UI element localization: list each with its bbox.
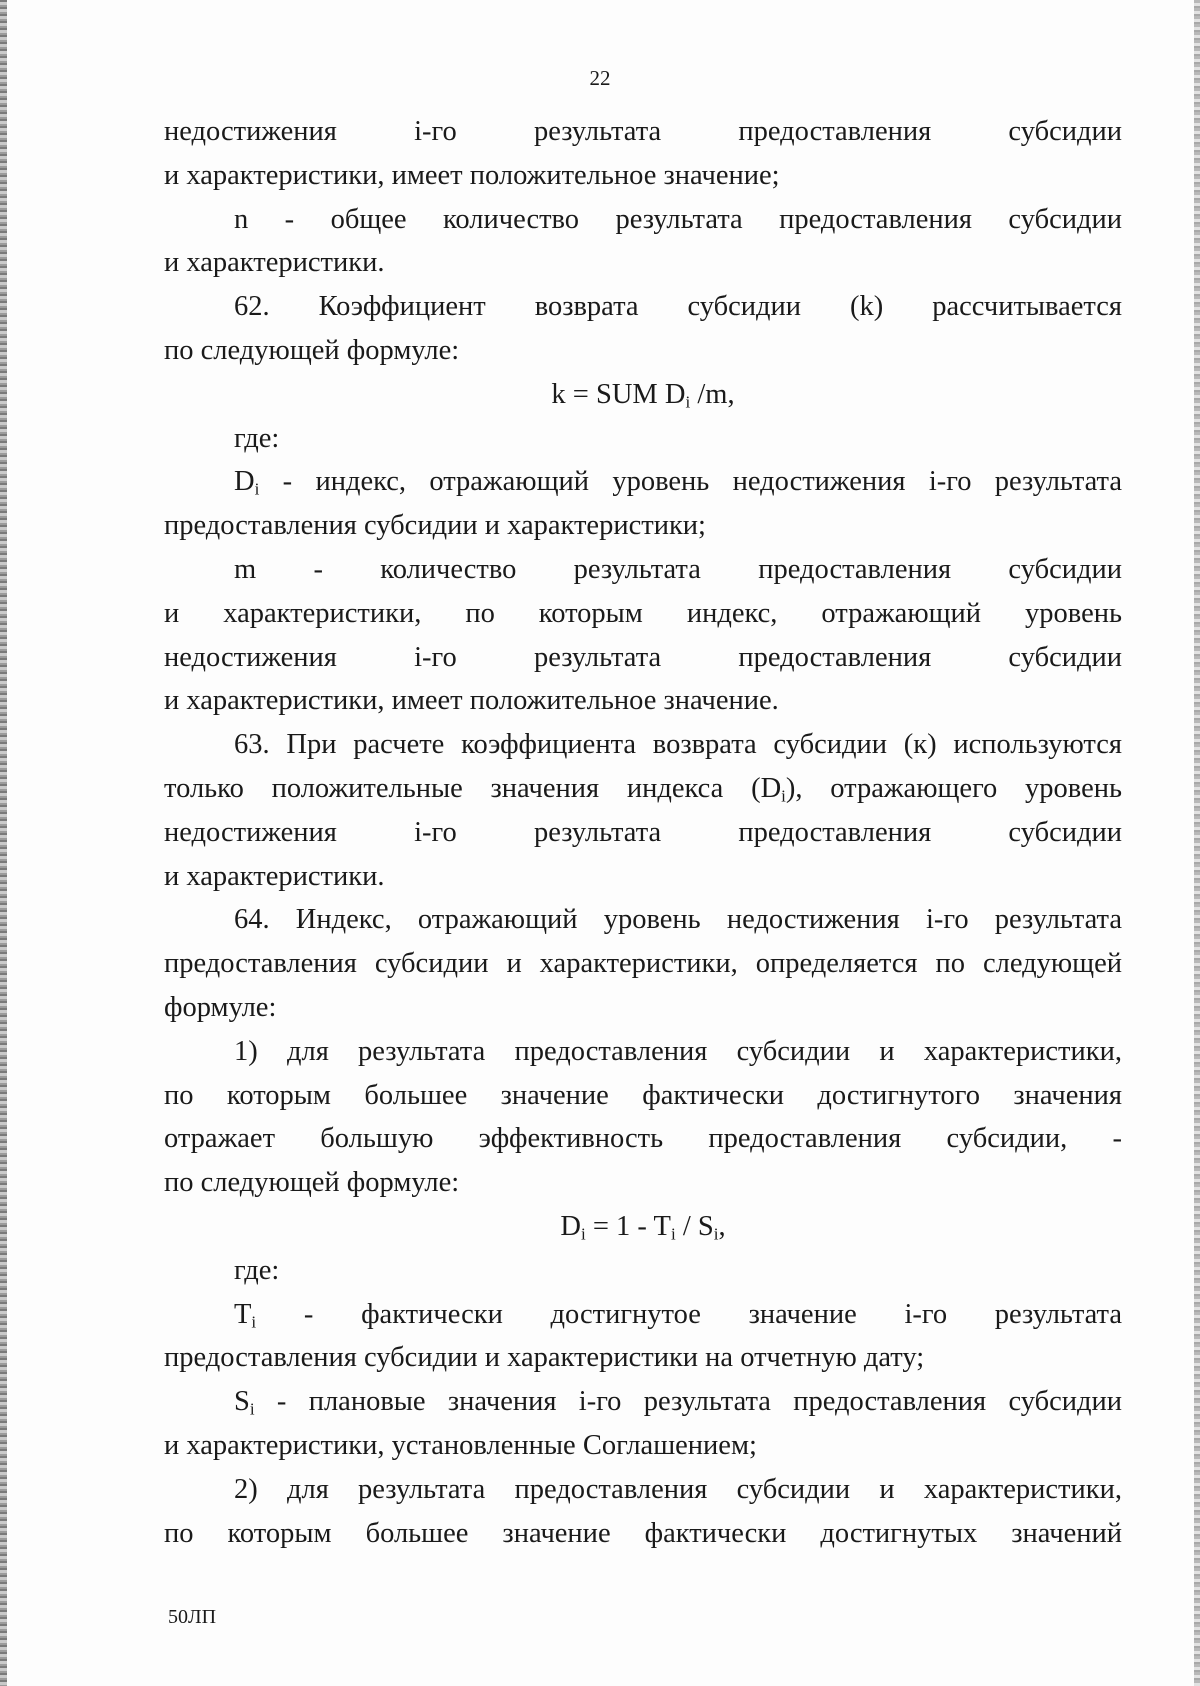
line-text: ), отражающего уровень bbox=[785, 772, 1122, 804]
text-line: и характеристики. bbox=[164, 860, 385, 892]
scan-edge-right bbox=[1194, 0, 1200, 1686]
text-line: 63. При расчете коэффициента возврата субсидии (к) используются bbox=[234, 729, 1122, 761]
text-line: предоставления субсидии и характеристики; bbox=[164, 510, 706, 542]
symbol-subscript: i bbox=[249, 1399, 255, 1419]
text-line bbox=[164, 460, 1122, 504]
formula-k bbox=[164, 373, 1122, 417]
text-line: и характеристики, установленные Соглашением; bbox=[164, 1429, 757, 1461]
formula-subscript: i bbox=[580, 1224, 586, 1244]
line-text: - плановые значения i-го результата предоставления субсидии bbox=[254, 1386, 1122, 1418]
text-line bbox=[164, 1293, 1122, 1337]
text-line: где: bbox=[234, 422, 280, 454]
text-line bbox=[164, 1380, 1122, 1424]
text-line: недостижения i-го результата предоставления субсидии bbox=[164, 116, 1122, 147]
scan-edge-left bbox=[0, 0, 7, 1686]
symbol: S bbox=[234, 1386, 250, 1418]
formula-subscript: i bbox=[670, 1224, 676, 1244]
text-line: и характеристики, по которым индекс, отражающий уровень bbox=[164, 597, 1122, 629]
symbol: D bbox=[234, 466, 255, 498]
line-text: - индекс, отражающий уровень недостижения i-го результата bbox=[259, 466, 1122, 498]
text-line bbox=[164, 767, 1122, 811]
text-line: по которым большее значение фактически достигнутых значений bbox=[164, 1517, 1122, 1549]
text-line: формуле: bbox=[164, 991, 277, 1023]
text-line: предоставления субсидии и характеристики на отчетную дату; bbox=[164, 1342, 925, 1374]
text-line: по следующей формуле: bbox=[164, 1167, 460, 1199]
formula-subscript: i bbox=[685, 392, 691, 412]
text-line: отражает большую эффективность предоставления субсидии, - bbox=[164, 1123, 1122, 1155]
text-line: и характеристики. bbox=[164, 247, 385, 279]
body-text bbox=[164, 110, 1122, 1555]
text-line: и характеристики, имеет положительное значение. bbox=[164, 685, 779, 717]
text-line: недостижения i-го результата предоставления субсидии bbox=[164, 641, 1122, 673]
text-line: где: bbox=[234, 1254, 280, 1286]
text-line: и характеристики, имеет положительное значение; bbox=[164, 159, 780, 191]
formula-d bbox=[164, 1205, 1122, 1249]
formula-part: /m, bbox=[690, 378, 735, 410]
text-line: предоставления субсидии и характеристики, определяется по следующей bbox=[164, 948, 1122, 980]
symbol-subscript: i bbox=[251, 1311, 257, 1331]
text-line: 1) для результата предоставления субсидии и характеристики, bbox=[234, 1035, 1122, 1067]
line-text: - фактически достигнутое значение i-го результата bbox=[256, 1298, 1122, 1330]
text-line: по которым большее значение фактически достигнутого значения bbox=[164, 1079, 1122, 1111]
formula-part: = 1 - T bbox=[585, 1210, 671, 1242]
text-line: m - количество результата предоставления субсидии bbox=[234, 553, 1122, 585]
page-number: 22 bbox=[589, 66, 611, 90]
formula-part: k = SUM D bbox=[551, 378, 686, 410]
text-line: недостижения i-го результата предоставления субсидии bbox=[164, 816, 1122, 848]
text-line: 62. Коэффициент возврата субсидии (k) рассчитывается bbox=[234, 291, 1122, 323]
formula-part: D bbox=[560, 1210, 581, 1242]
formula-subscript: i bbox=[713, 1224, 719, 1244]
symbol: T bbox=[234, 1298, 252, 1330]
footer-code: 50ЛП bbox=[168, 1606, 217, 1628]
text-line: 2) для результата предоставления субсидии и характеристики, bbox=[234, 1473, 1122, 1505]
formula-part: , bbox=[718, 1210, 726, 1242]
text-line: 64. Индекс, отражающий уровень недостижения i-го результата bbox=[234, 904, 1122, 936]
symbol-subscript: i bbox=[254, 479, 260, 499]
text-line: по следующей формуле: bbox=[164, 334, 460, 366]
formula-part: / S bbox=[675, 1210, 714, 1242]
symbol-subscript: i bbox=[781, 786, 786, 806]
line-text: только положительные значения индекса (D bbox=[164, 772, 782, 804]
text-line: n - общее количество результата предоставления субсидии bbox=[234, 203, 1122, 235]
